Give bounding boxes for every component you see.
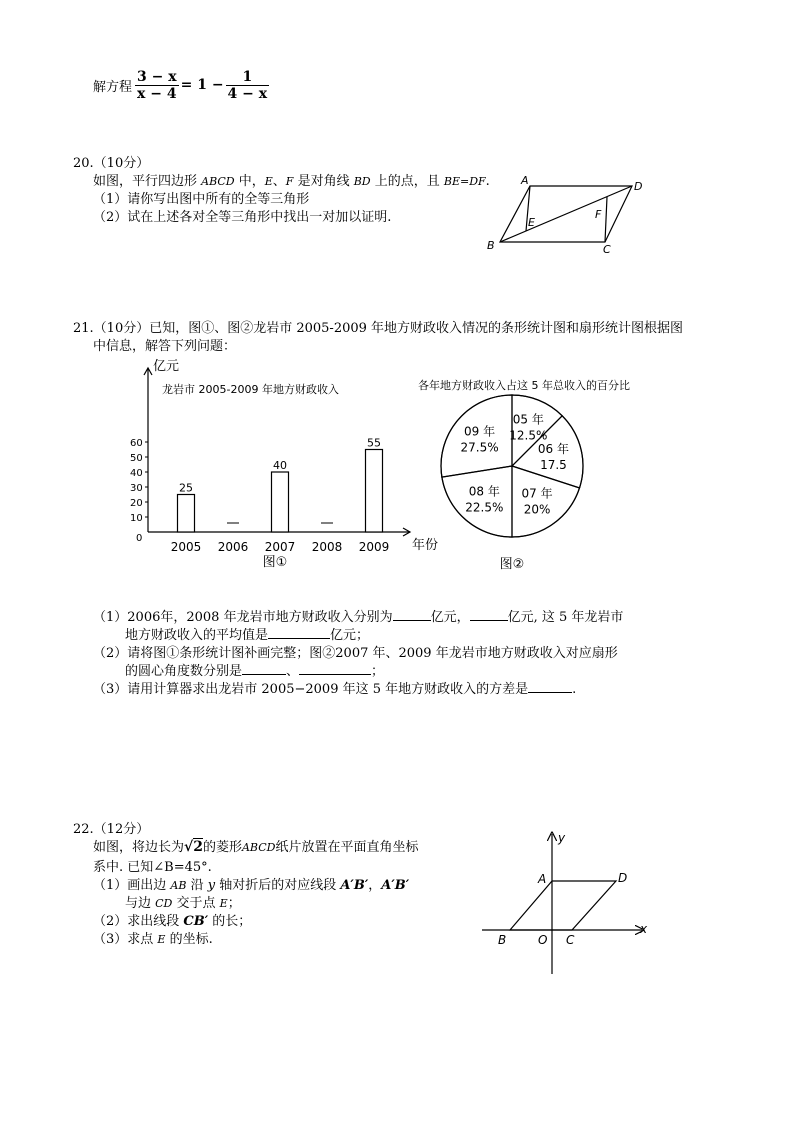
q20-label-e: E xyxy=(528,216,535,229)
q21-bar-chart xyxy=(120,352,440,577)
q21-text: . xyxy=(572,682,577,697)
q22-label-a: A xyxy=(538,872,547,886)
pie-slice-label: 07 年 xyxy=(521,486,553,501)
bar-xtick-label: 2007 xyxy=(264,540,296,554)
q22-sub1-line1 xyxy=(93,874,409,893)
q21-text: 亿元, 这 5 年龙岩市 xyxy=(507,610,624,625)
bar-value-label: 40 xyxy=(273,459,287,472)
bar-ytick-label: 50 xyxy=(130,453,143,464)
q20-text: . xyxy=(485,174,490,189)
answer-blank[interactable] xyxy=(242,662,286,675)
bar-value-label: 25 xyxy=(179,481,193,495)
pie-slice-value: 12.5% xyxy=(509,428,548,443)
bar-2005 xyxy=(178,495,195,533)
q22-e: E xyxy=(157,933,166,946)
bar-xtick-label: 2005 xyxy=(170,540,202,554)
pie-slice-label: 09 年 xyxy=(464,424,496,439)
q22-label-c: C xyxy=(566,933,575,947)
q21-text: 亿元； xyxy=(330,628,370,643)
q20-line1 xyxy=(93,170,490,189)
q22-cd: CD xyxy=(155,897,173,910)
answer-blank[interactable] xyxy=(470,608,508,621)
q22-ab-prime: A′B′ xyxy=(340,878,369,893)
sqrt-symbol: √2 xyxy=(184,839,203,855)
q21-number: 21.（10分） xyxy=(73,321,150,336)
pie-slice-label: 06 年 xyxy=(537,442,569,457)
q21-intro-text: 已知，图①、图②龙岩市 2005-2009 年地方财政收入情况的条形统计图和扇形统计图根据图 xyxy=(149,321,684,336)
q20-sub2: （2）试在上述各对全等三角形中找出一对加以证明. xyxy=(93,210,392,225)
q22-text: 的菱形 xyxy=(202,840,242,855)
q22-rhombus xyxy=(510,881,616,930)
q22-sub2 xyxy=(93,910,251,929)
q22-label-d: D xyxy=(618,871,628,885)
q20-sub1: （1）请你写出图中所有的全等三角形 xyxy=(93,192,310,207)
q22-label-y: y xyxy=(558,831,566,845)
q19-rhs-fraction xyxy=(226,69,270,102)
q19-rhs-num: 1 xyxy=(226,69,270,86)
q21-sub1-line2 xyxy=(125,624,369,643)
q22-line1 xyxy=(93,836,418,855)
q22-text: 的坐标. xyxy=(165,932,213,947)
q19-equation xyxy=(93,64,269,106)
bar-value-label: 55 xyxy=(367,436,381,450)
q22-text: 轴对折后的对应线段 xyxy=(215,878,341,893)
q20-abcd: ABCD xyxy=(201,175,235,188)
q19-lhs-num: 3 − x xyxy=(137,68,177,85)
q20-text: 是对角线 xyxy=(293,174,354,189)
q22-label-b: B xyxy=(498,933,507,947)
q21-pie-chart xyxy=(415,372,645,577)
answer-blank[interactable] xyxy=(268,626,330,639)
pie-slice-value: 22.5% xyxy=(465,500,504,515)
q20-cond: BE=DF xyxy=(443,175,486,188)
q22-text: 纸片放置在平面直角坐标 xyxy=(275,840,419,855)
q22-text: 交于点 xyxy=(172,896,220,911)
q21-text: 亿元， xyxy=(430,610,470,625)
q22-ab-prime: A′B′ xyxy=(381,878,410,893)
pie-slice-label: 08 年 xyxy=(468,484,500,499)
q22-text: 沿 xyxy=(186,878,208,893)
q22-text: （3）求点 xyxy=(93,932,158,947)
q22-text: ； xyxy=(227,896,241,911)
bar-ytick-label: 0 xyxy=(136,533,143,544)
pie-caption: 图② xyxy=(499,557,525,572)
answer-blank[interactable] xyxy=(299,662,371,675)
bar-ytick-label: 40 xyxy=(130,468,143,479)
bar-xtick-label: 2009 xyxy=(358,540,390,554)
q22-text: 与边 xyxy=(125,896,156,911)
bar-xtick-label: 2008 xyxy=(311,540,343,554)
q22-text: ， xyxy=(368,878,382,893)
q22-sub1-line2 xyxy=(125,892,241,911)
q20-text: 、 xyxy=(272,174,286,189)
q21-text: 地方财政收入的平均值是 xyxy=(125,628,269,643)
q19-rhs-den: 4 − x xyxy=(227,85,268,102)
pie-slice-value: 17.5 xyxy=(540,458,567,473)
q20-number: 20.（10分） xyxy=(73,156,150,171)
q21-sub2-line2 xyxy=(125,660,384,679)
q22-coordinate-figure xyxy=(476,828,656,978)
q19-prefix: 解方程 xyxy=(93,79,133,95)
bar-caption: 图① xyxy=(262,555,288,570)
q21-text: （1）2006年，2008 年龙岩市地方财政收入分别为 xyxy=(93,610,393,625)
q22-label-o: O xyxy=(538,933,548,947)
q19-eq: = 1 − xyxy=(180,77,224,93)
q22-sub3 xyxy=(93,928,213,947)
sqrt-radicand: 2 xyxy=(193,839,203,855)
q21-sub2-line1: （2）请将图①条形统计图补画完整；图②2007 年、2009 年龙岩市地方财政收入对应扇形 xyxy=(93,646,618,661)
q22-cb-prime: CB′ xyxy=(183,914,209,929)
q20-e: E xyxy=(264,175,273,188)
q22-text: 的长； xyxy=(208,914,252,929)
pie-title: 各年地方财政收入占这 5 年总收入的百分比 xyxy=(418,379,630,392)
pie-slice-label: 05 年 xyxy=(512,412,544,427)
q20-parallelogram-figure xyxy=(480,172,650,254)
q20-segment-cf xyxy=(605,197,607,242)
bar-ytick-label: 10 xyxy=(130,513,143,524)
q21-text: 的圆心角度数分别是 xyxy=(125,664,243,679)
bar-ytick-label: 30 xyxy=(130,483,143,494)
q20-label-c: C xyxy=(603,243,611,254)
q22-ab: AB xyxy=(170,879,187,892)
q22-abcd: ABCD xyxy=(241,841,276,854)
q22-e: E xyxy=(219,897,228,910)
q22-text: 如图，将边长为 xyxy=(93,840,185,855)
bar-xtick-label: 2006 xyxy=(217,540,249,554)
q21-text: 、 xyxy=(286,664,300,679)
q21-intro2: 中信息，解答下列问题： xyxy=(93,339,237,354)
q22-line2: 系中. 已知∠B=45°. xyxy=(93,860,212,875)
pie-slice-value: 27.5% xyxy=(460,440,499,455)
q22-number: 22.（12分） xyxy=(73,822,150,837)
bar-ylabel: 亿元 xyxy=(153,359,180,374)
q20-f: F xyxy=(285,175,294,188)
bar-2007 xyxy=(272,472,289,532)
answer-blank[interactable] xyxy=(393,608,431,621)
bar-ytick-label: 20 xyxy=(130,498,143,509)
bar-2009 xyxy=(366,450,383,533)
q22-y: y xyxy=(207,878,216,893)
pie-slice-value: 20% xyxy=(523,502,551,517)
q22-text: （2）求出线段 xyxy=(93,914,184,929)
q20-bd: BD xyxy=(353,175,371,188)
q21-text: （3）请用计算器求出龙岩市 2005−2009 年这 5 年地方财政收入的方差是 xyxy=(93,682,529,697)
q20-text: 如图，平行四边形 xyxy=(93,174,202,189)
q22-text: （1）画出边 xyxy=(93,878,171,893)
q21-sub1-line1 xyxy=(93,606,623,625)
q21-intro1 xyxy=(73,317,683,336)
q20-text: 中， xyxy=(234,174,265,189)
bar-ytick-label: 60 xyxy=(130,438,143,449)
q20-label-d: D xyxy=(634,180,643,193)
q20-label-b: B xyxy=(487,239,495,252)
q21-text: ； xyxy=(371,664,385,679)
bar-xlabel: 年份 xyxy=(412,538,439,553)
q21-sub3 xyxy=(93,678,576,697)
q19-lhs-fraction xyxy=(135,69,179,102)
q20-label-a: A xyxy=(521,174,529,187)
q20-label-f: F xyxy=(595,208,602,221)
q22-label-x: x xyxy=(640,922,648,936)
q19-lhs-den: x − 4 xyxy=(137,85,177,102)
q20-text: 上的点，且 xyxy=(370,174,444,189)
answer-blank[interactable] xyxy=(528,680,572,693)
bar-title: 龙岩市 2005-2009 年地方财政收入 xyxy=(162,383,339,396)
q20-diagonal-bd xyxy=(500,186,632,242)
